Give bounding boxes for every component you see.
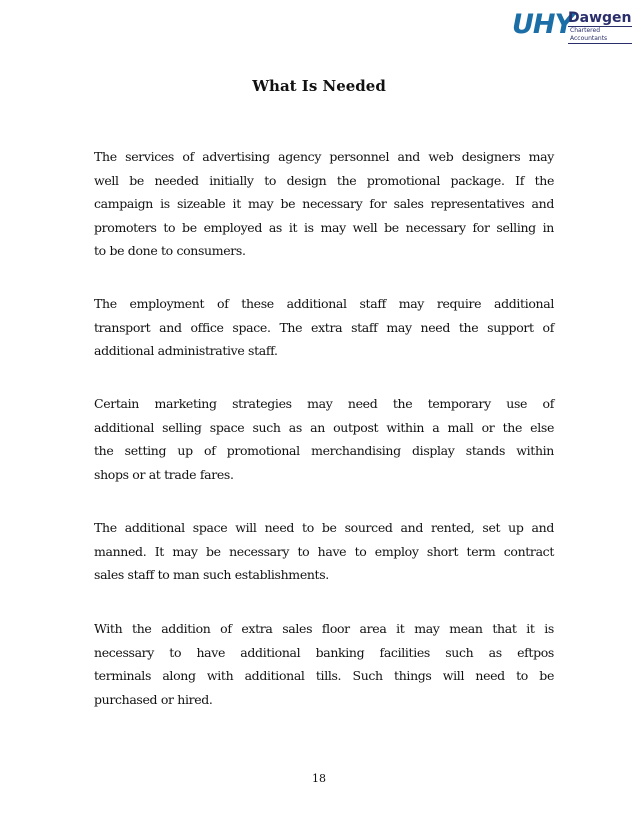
paragraph-space-sourcing	[94, 516, 554, 587]
uhy-dawgen-logo	[512, 8, 632, 44]
paragraph-line: the setting up of promotional merchandising display stands within	[94, 443, 554, 458]
paragraph-line: manned. It may be necessary to have to employ short term contract	[94, 543, 554, 559]
paragraph-line: promoters to be employed as it is may well be necessary for selling in	[94, 219, 554, 235]
paragraph-banking-facilities	[94, 617, 554, 711]
logo-name: Dawgen	[568, 10, 632, 26]
paragraph-advertising-personnel	[94, 145, 554, 263]
paragraph-line: The additional space will need to be sourced and rented, set up and	[94, 520, 554, 535]
paragraph-line: necessary to have additional banking facilities such as eftpos	[94, 644, 554, 660]
logo-subtitle: Chartered Accountants	[568, 26, 632, 44]
paragraph-line: The employment of these additional staff may require additional	[94, 296, 554, 311]
logo-mark: UHY	[512, 9, 574, 40]
paragraph-line: shops or at trade fares.	[94, 466, 234, 482]
page-heading: What Is Needed	[252, 77, 386, 95]
paragraph-line: terminals along with additional tills. Such things will need to be	[94, 668, 554, 683]
paragraph-line: to be done to consumers.	[94, 243, 246, 258]
paragraph-line: sales staff to man such establishments.	[94, 567, 329, 582]
paragraph-additional-staff	[94, 292, 554, 363]
paragraph-line: purchased or hired.	[94, 691, 213, 707]
paragraph-line: additional selling space such as an outpost within a mall or the else	[94, 419, 554, 435]
paragraph-line: additional administrative staff.	[94, 343, 278, 358]
paragraph-line: With the addition of extra sales floor area it may mean that it is	[94, 621, 554, 636]
page-number: 18	[312, 772, 326, 785]
paragraph-line: well be needed initially to design the promotional package. If the	[94, 172, 554, 188]
paragraph-line: Certain marketing strategies may need the temporary use of	[94, 396, 554, 411]
paragraph-line: The services of advertising agency personnel and web designers may	[94, 149, 554, 164]
paragraph-line: campaign is sizeable it may be necessary for sales representatives and	[94, 196, 554, 211]
paragraph-line: transport and office space. The extra staff may need the support of	[94, 319, 554, 335]
paragraph-selling-space	[94, 392, 554, 486]
